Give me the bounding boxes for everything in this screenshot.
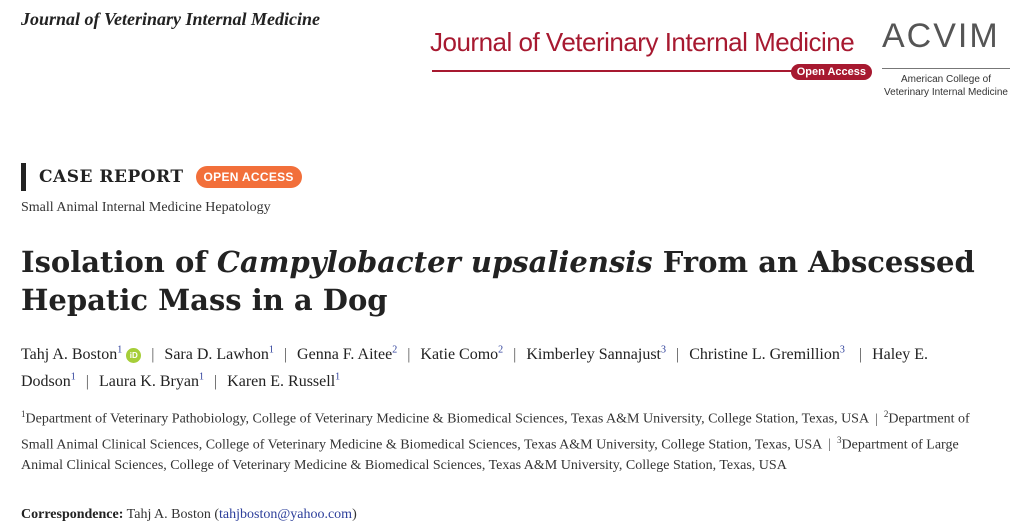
open-access-badge[interactable]: OPEN ACCESS: [196, 166, 302, 188]
correspondence: Correspondence: Tahj A. Boston (tahjboston@yahoo.com): [21, 507, 357, 522]
correspondence-name: Tahj A. Boston: [126, 507, 211, 522]
author-name: Katie Como: [420, 346, 499, 364]
author-item[interactable]: [297, 346, 397, 363]
author-affiliation-marker[interactable]: 1: [268, 345, 274, 356]
title-italic-species: Campylobacter upsaliensis: [216, 245, 653, 279]
affiliation-text: Department of Large Animal Clinical Sciences, College of Veterinary Medicine & Biomedical Sciences, Texas A&M University, College Station, Texas, USA: [21, 437, 959, 474]
author-item[interactable]: [526, 346, 666, 363]
affiliation-number: 3: [837, 434, 842, 445]
journal-banner[interactable]: [430, 20, 870, 78]
open-access-pill: Open Access: [791, 64, 872, 80]
correspondence-email-link[interactable]: tahjboston@yahoo.com: [219, 507, 353, 522]
author-affiliation-marker[interactable]: 1: [335, 371, 341, 383]
orcid-icon[interactable]: iD: [126, 348, 141, 363]
title-part-2: From an Abscessed Hepatic Mass in a Dog: [21, 245, 975, 317]
author-item[interactable]: [21, 346, 141, 363]
article-title: [21, 243, 1011, 319]
author-affiliation-marker[interactable]: 1: [70, 371, 76, 383]
article-type-label: CASE REPORT: [39, 167, 184, 187]
acvim-line-2: Veterinary Internal Medicine: [884, 87, 1008, 98]
author-item[interactable]: [164, 346, 273, 363]
affiliation-number: 2: [883, 409, 889, 419]
acvim-mark: ACVIM: [882, 17, 1000, 55]
author-affiliation-marker[interactable]: 2: [392, 345, 398, 356]
author-name: Karen E. Russell: [227, 372, 336, 390]
article-type-bar: [21, 163, 26, 191]
author-item[interactable]: [420, 346, 503, 363]
author-affiliation-marker[interactable]: 1: [198, 371, 204, 383]
author-separator: |: [283, 346, 288, 364]
acvim-full-name: [882, 68, 1010, 99]
affiliation-text: Department of Veterinary Pathobiology, College of Veterinary Medicine & Biomedical Sciences, Texas A&M University, College Station, Texas, USA: [25, 411, 870, 427]
author-item[interactable]: [227, 373, 340, 390]
author-item[interactable]: [689, 346, 845, 363]
affiliation-list: [21, 404, 996, 476]
affiliation-text: Department of Small Animal Clinical Sciences, College of Veterinary Medicine & Biomedical Sciences, Texas A&M University, College Station, Texas, USA: [21, 411, 970, 453]
author-name: Laura K. Bryan: [98, 372, 199, 390]
author-name: Haley E. Dodson: [21, 346, 929, 390]
author-name: Tahj A. Boston: [21, 346, 118, 364]
affiliation-number: 1: [21, 409, 26, 419]
author-separator: |: [85, 372, 89, 390]
author-separator: |: [151, 346, 155, 364]
author-name: Genna F. Aitee: [297, 346, 393, 364]
title-part-1: Isolation of: [21, 245, 217, 279]
article-type-row: [21, 163, 302, 191]
author-list: [21, 340, 1011, 393]
author-separator: |: [676, 346, 680, 364]
author-name: Sara D. Lawhon: [164, 346, 269, 364]
author-name: Christine L. Gremillion: [689, 346, 840, 364]
author-affiliation-marker[interactable]: 1: [117, 345, 123, 356]
author-affiliation-marker[interactable]: 2: [498, 345, 504, 356]
author-name: Kimberley Sannajust: [526, 346, 661, 364]
author-separator: |: [407, 346, 411, 364]
affiliation-separator: |: [875, 411, 878, 427]
author-affiliation-marker[interactable]: 3: [839, 345, 845, 356]
acvim-logo[interactable]: [882, 14, 1012, 99]
article-category: Small Animal Internal Medicine Hepatology: [21, 200, 271, 215]
author-separator: |: [213, 372, 218, 390]
running-head: Journal of Veterinary Internal Medicine: [21, 9, 321, 29]
author-separator: |: [513, 346, 517, 364]
author-affiliation-marker[interactable]: 3: [661, 345, 666, 356]
journal-banner-title: Journal of Veterinary Internal Medicine: [430, 27, 855, 57]
author-item[interactable]: [99, 373, 204, 390]
author-separator: |: [858, 346, 863, 364]
correspondence-label: Correspondence:: [21, 507, 124, 522]
affiliation-separator: |: [828, 437, 832, 453]
acvim-line-1: American College of: [900, 74, 992, 85]
